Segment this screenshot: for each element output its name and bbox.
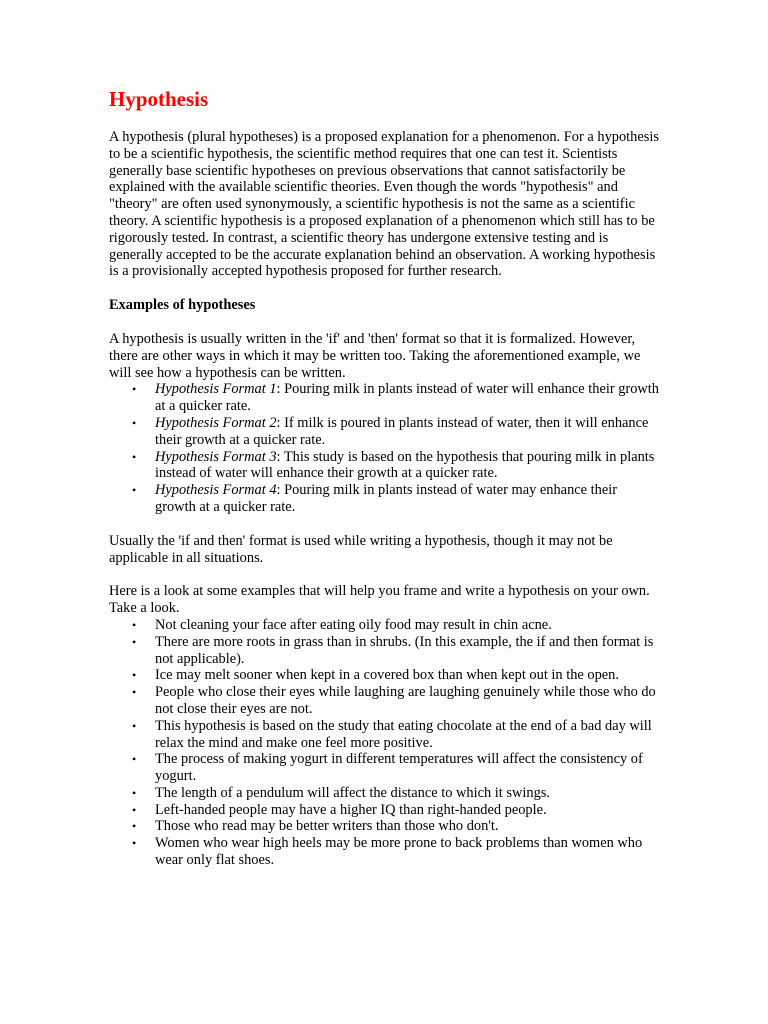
intro-paragraph: A hypothesis (plural hypotheses) is a proposed explanation for a phenomenon. For a hypothesis to be a scientific hypothesis, the scientific method requires that one can test it. Scientists generally base scientific hypotheses on previous observations that cannot satisfactorily be explained with the available scientific theories. Even though the words "hypothesis" and "theory" are often used synonymously, a scientific hypothesis is not the same as a scientific theory. A scientific hypothesis is a proposed explanation of a phenomenon which still has to be rigorously tested. In contrast, a scientific theory has undergone extensive testing and is generally accepted to be the accurate explanation behind an observation. A working hypothesis is a provisionally accepted hypothesis proposed for further research. — [109, 129, 659, 280]
bullet-icon: • — [132, 483, 137, 498]
format-text: : This study is based on the hypothesis that pouring milk in plants instead of water will enhance their growth at a quicker rate. — [155, 448, 655, 482]
list-item — [109, 684, 661, 718]
format-label: Hypothesis Format 3 — [155, 448, 277, 465]
example-text: There are more roots in grass than in shrubs. (In this example, the if and then format is not applicable). — [155, 633, 654, 667]
bullet-icon: • — [132, 415, 137, 430]
bullet-icon: • — [132, 836, 137, 851]
bullet-icon: • — [132, 819, 137, 834]
format-text: : Pouring milk in plants instead of water will enhance their growth at a quicker rate. — [155, 381, 659, 415]
list-item — [109, 482, 661, 516]
list-item — [109, 381, 661, 415]
bullet-icon: • — [132, 785, 137, 800]
bullet-icon: • — [132, 752, 137, 767]
example-text: The length of a pendulum will affect the distance to which it swings. — [155, 784, 550, 801]
list-item — [109, 667, 661, 684]
format-list — [109, 381, 661, 515]
bullet-icon: • — [132, 685, 137, 700]
bullet-icon: • — [132, 802, 137, 817]
example-text: Women who wear high heels may be more prone to back problems than women who wear only flat shoes. — [155, 835, 643, 869]
example-text: Those who read may be better writers than those who don't. — [155, 818, 499, 835]
bullet-icon: • — [132, 718, 137, 733]
example-text: Left-handed people may have a higher IQ than right-handed people. — [155, 801, 547, 818]
list-item — [109, 818, 661, 835]
list-item — [109, 785, 661, 802]
example-text: Not cleaning your face after eating oily food may result in chin acne. — [155, 616, 552, 633]
examples-intro-paragraph: A hypothesis is usually written in the 'if' and 'then' format so that it is formalized. However, there are other ways in which it may be written too. Taking the aforementioned example, we will see how a hypothesis can be written. — [109, 330, 641, 381]
bullet-icon: • — [132, 617, 137, 632]
format-label: Hypothesis Format 4 — [155, 482, 277, 499]
section-heading-examples: Examples of hypotheses — [109, 297, 256, 314]
format-label: Hypothesis Format 2 — [155, 414, 277, 431]
list-item — [109, 617, 661, 634]
list-item — [109, 718, 661, 752]
list-item — [109, 802, 661, 819]
example-text: The process of making yogurt in different temperatures will affect the consistency of yogurt. — [155, 751, 643, 785]
bullet-icon: • — [132, 668, 137, 683]
examples-lead-paragraph: Here is a look at some examples that will help you frame and write a hypothesis on your own. Take a look. — [109, 583, 650, 617]
format-label: Hypothesis Format 1 — [155, 381, 277, 398]
bullet-icon: • — [132, 449, 137, 464]
list-item — [109, 751, 661, 785]
example-text: People who close their eyes while laughing are laughing genuinely while those who do not close their eyes are not. — [155, 684, 656, 717]
list-item — [109, 449, 661, 483]
list-item — [109, 634, 661, 668]
list-item — [109, 835, 661, 869]
if-then-paragraph: Usually the 'if and then' format is used while writing a hypothesis, though it may not be applicable in all situations. — [109, 532, 613, 566]
bullet-icon: • — [132, 634, 137, 649]
page-title: Hypothesis — [109, 87, 209, 111]
list-item — [109, 415, 661, 449]
example-text: This hypothesis is based on the study that eating chocolate at the end of a bad day will relax the mind and make one feel more positive. — [155, 717, 652, 751]
format-text: : Pouring milk in plants instead of water may enhance their growth at a quicker rate. — [155, 482, 618, 515]
bullet-icon: • — [132, 382, 137, 397]
document-page — [109, 86, 661, 869]
format-text: : If milk is poured in plants instead of water, then it will enhance their growth at a quicker rate. — [155, 414, 649, 448]
examples-list — [109, 617, 661, 869]
example-text: Ice may melt sooner when kept in a covered box than when kept out in the open. — [155, 667, 619, 684]
